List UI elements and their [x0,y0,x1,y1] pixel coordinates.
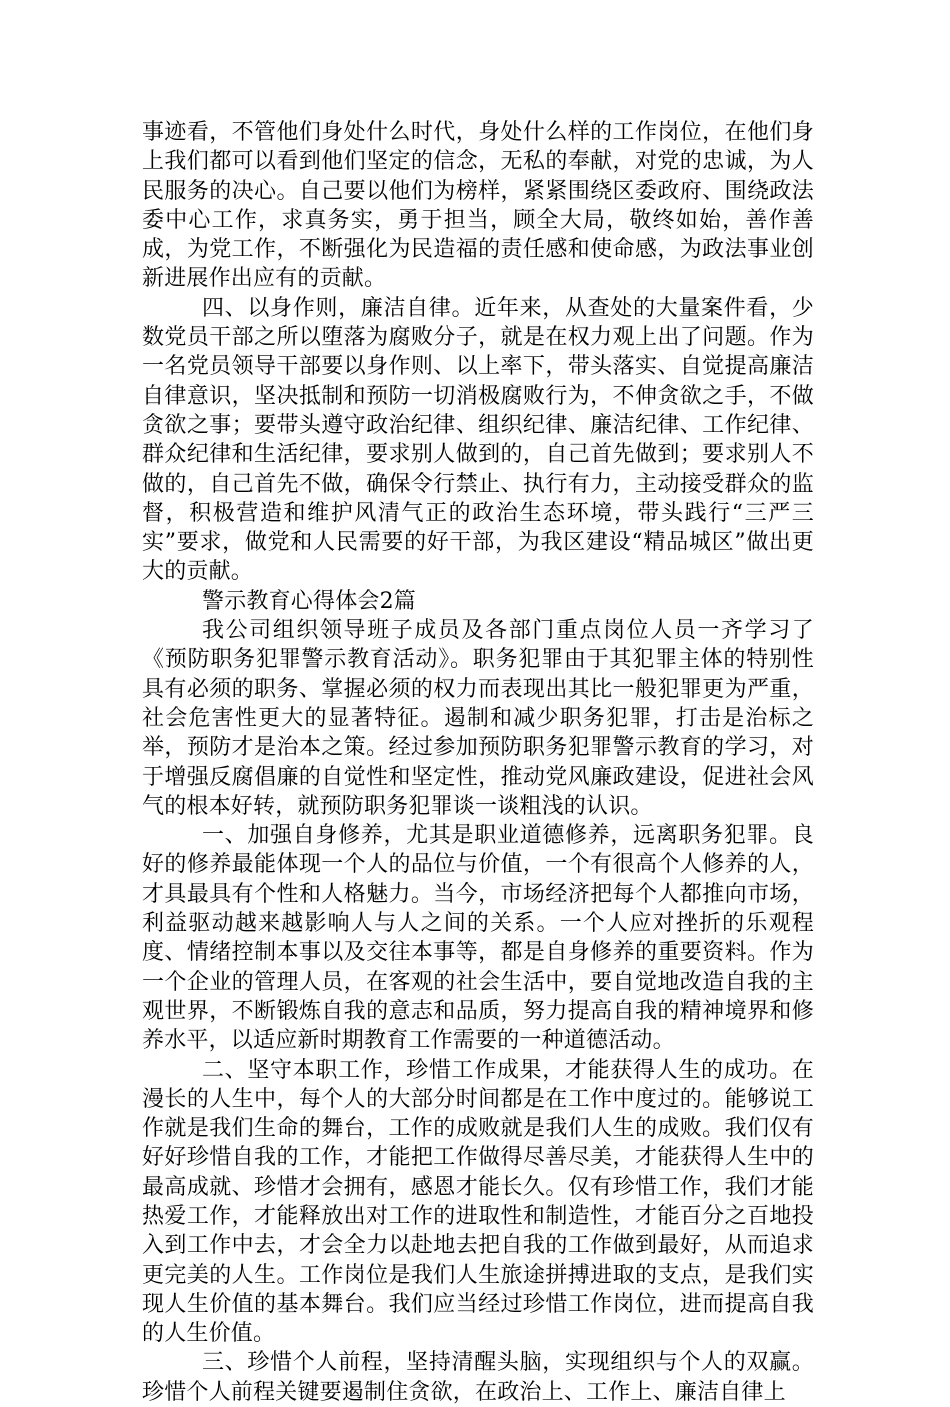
section-title: 警示教育心得体会2篇 [202,588,416,614]
paragraph-continued: 事迹看，不管他们身处什么时代，身处什么样的工作岗位，在他们身上我们都可以看到他们坚定的信念，无私的奉献，对党的忠诚，为人民服务的决心。自己要以他们为榜样，紧紧围绕区委政府、围绕政法委中心工作，求真务实，勇于担当，顾全大局，敬终如始，善作善成，为党工作，不断强化为民造福的责任感和使命感，为政法事业创新进展作出应有的贡献。 [142,120,814,292]
document-body [142,118,814,1407]
paragraph-point-two: 二、坚守本职工作，珍惜工作成果，才能获得人生的成功。在漫长的人生中，每个人的大部分时间都是在工作中度过的。能够说工作就是我们生命的舞台，工作的成败就是我们人生的成败。我们仅有好好珍惜自我的工作，才能把工作做得尽善尽美，才能获得人生中的最高成就、珍惜才会拥有，感恩才能长久。仅有珍惜工作，我们才能热爱工作，才能释放出对工作的进取性和制造性，才能百分之百地投入到工作中去，才会全力以赴地去把自我的工作做到最好，从而追求更完美的人生。工作岗位是我们人生旅途拼搏进取的支点，是我们实现人生价值的基本舞台。我们应当经过珍惜工作岗位，进而提高自我的人生价值。 [142,1057,814,1347]
paragraph-point-one: 一、加强自身修养，尤其是职业道德修养，远离职务犯罪。良好的修养最能体现一个人的品位与价值，一个有很高个人修养的人，才具最具有个性和人格魅力。当今，市场经济把每个人都推向市场，利益驱动越来越影响人与人之间的关系。一个人应对挫折的乐观程度、情绪控制本事以及交往本事等，都是自身修养的重要资料。作为一个企业的管理人员，在客观的社会生活中，要自觉地改造自我的主观世界，不断锻炼自我的意志和品质，努力提高自我的精神境界和修养水平，以适应新时期教育工作需要的一种道德活动。 [142,823,814,1054]
paragraph-point-three: 三、珍惜个人前程，坚持清醒头脑，实现组织与个人的双赢。珍惜个人前程关键要遏制住贪欲，在政治上、工作上、廉洁自律上 [142,1350,814,1405]
paragraph-section-four: 四、以身作则，廉洁自律。近年来，从查处的大量案件看，少数党员干部之所以堕落为腐败分子，就是在权力观上出了问题。作为一名党员领导干部要以身作则、以上率下，带头落实、自觉提高廉洁自律意识，坚决抵制和预防一切消极腐败行为，不伸贪欲之手，不做贪欲之事；要带头遵守政治纪律、组织纪律、廉洁纪律、工作纪律、群众纪律和生活纪律，要求别人做到的，自己首先做到；要求别人不做的，自己首先不做，确保令行禁止、执行有力，主动接受群众的监督，积极营造和维护风清气正的政治生态环境，带头践行“三严三实”要求，做党和人民需要的好干部，为我区建设“精品城区”做出更大的贡献。 [142,295,814,585]
paragraph-intro: 我公司组织领导班子成员及各部门重点岗位人员一齐学习了《预防职务犯罪警示教育活动》。职务犯罪由于其犯罪主体的特别性具有必须的职务、掌握必须的权力而表现出其比一般犯罪更为严重，社会危害性更大的显著特征。遏制和减少职务犯罪，打击是治标之举，预防才是治本之策。经过参加预防职务犯罪警示教育的学习，对于增强反腐倡廉的自觉性和坚定性，推动党风廉政建设，促进社会风气的根本好转，就预防职务犯罪谈一谈粗浅的认识。 [142,618,814,819]
